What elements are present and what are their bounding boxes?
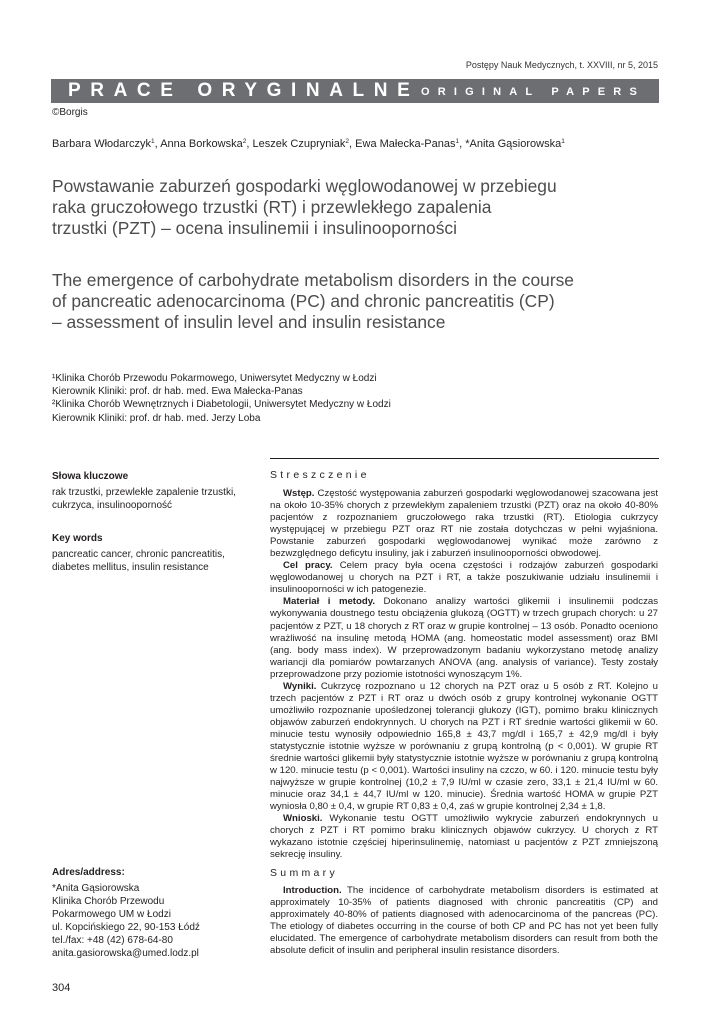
author-list: Barbara Włodarczyk$^1$, Anna Borkowska$^2$, Leszek Czupryniak$^2$, Ewa Małecka-Panas$^1$, *Anita Gąsiorowska$^1$ (52, 138, 565, 150)
affiliation-line: Kierownik Kliniki: prof. dr hab. med. Ewa Małecka-Panas (52, 386, 303, 398)
title-english (52, 270, 682, 333)
abstract-paragraph (270, 681, 658, 814)
title-line: – assessment of insulin level and insulin resistance (52, 312, 446, 332)
section-banner (51, 79, 659, 103)
paragraph-text: Częstość występowania zaburzeń gospodarki węglowodanowej szacowana jest na około 10-35% chorych z przewlekłym zapaleniem trzustki (PZT) oraz na około 40-80% pacjentów z rozpoznaniem gruczołowego raka trzustki (RT). Etiologia cukrzycy występującej w przebiegu PZT oraz RT nie została dotychczas w pełni wyjaśniona. Powstanie zaburzeń gospodarki węglowodanowej wynikać może zarówno z bezwzględnego deficytu insuliny, jak i zaburzeń insulinooporności obwodowej. (270, 488, 658, 560)
author-affiliation-mark: 1 (455, 138, 460, 145)
abstract-paragraph (270, 560, 658, 596)
streszczenie-body (270, 488, 658, 861)
address-line: *Anita Gąsiorowska (52, 883, 140, 894)
author-name: Leszek Czupryniak (252, 138, 346, 150)
affiliations (52, 372, 391, 425)
address-line: ul. Kopcińskiego 22, 90-153 Łódź (52, 922, 200, 933)
affiliation-line: Kierownik Kliniki: prof. dr hab. med. Jerzy Loba (52, 412, 261, 424)
paragraph-label: Cel pracy. (283, 560, 333, 572)
address-line: Klinika Chorób Przewodu (52, 896, 165, 907)
abstract-paragraph (270, 813, 658, 861)
paragraph-label: Wyniki. (283, 680, 317, 692)
keywords-english-text: pancreatic cancer, chronic pancreatitis, diabetes mellitus, insulin resistance (52, 549, 225, 573)
paragraph-label: Introduction. (283, 885, 342, 896)
author-name: *Anita Gąsiorowska (465, 138, 562, 150)
title-line: trzustki (PZT) – ocena insulinemii i insulinooporności (52, 218, 457, 238)
keywords-text: rak trzustki, przewlekłe zapalenie trzustki, cukrzyca, insulinooporność (52, 487, 236, 511)
abstract-paragraph (270, 488, 658, 560)
keywords-block (52, 471, 252, 512)
banner-english-label: ORIGINAL PAPERS (420, 86, 645, 98)
summary-body (270, 885, 658, 957)
address-block (52, 867, 262, 960)
title-line: The emergence of carbohydrate metabolism disorders in the course (52, 270, 574, 290)
paragraph-text: The incidence of carbohydrate metabolism disorders is estimated at approximately 10-35% of patients diagnosed with chronic pancreatitis (CP) and approximately 40-80% of patients diagnosed with adenocarcinoma of the pancreas (PC). The etiology of diabetes occurring in the course of both CP and PC has not yet been fully elucidated. The emergence of carbohydrate metabolism disorders can result from both the absolute deficit of insulin and peripheral insulin resistance disorders. (270, 885, 658, 957)
address-line: tel./fax: +48 (42) 678-64-80 (52, 935, 173, 946)
title-line: raka gruczołowego trzustki (RT) i przewlekłego zapalenia (52, 197, 492, 217)
paragraph-label: Wnioski. (283, 813, 323, 825)
paragraph-text: Celem pracy była ocena częstości i rodzajów zaburzeń gospodarki węglowodanowej u chorych na PZT i RT, a także poszukiwanie udziału insulinemii i insulinooporności w ich patogenezie. (270, 560, 658, 596)
paragraph-text: Wykonanie testu OGTT umożliwiło wykrycie zaburzeń endokrynnych u chorych z PZT i RT pomimo braku klinicznych objawów cukrzycy. U chorych z RT wykazano istotnie częściej hiperinsulinemię, natomiast u pacjentów z PZT zmniejszoną sekrecję insuliny. (270, 813, 658, 861)
author-affiliation-mark: 1 (151, 138, 155, 145)
title-polish (52, 176, 682, 239)
keywords-english-block (52, 533, 252, 574)
affiliation-line: ²Klinika Chorób Wewnętrznych i Diabetologii, Uniwersytet Medyczny w Łodzi (52, 399, 391, 411)
author-name: Barbara Włodarczyk (52, 138, 152, 150)
journal-citation: Postępy Nauk Medycznych, t. XXVIII, nr 5, 2015 (465, 60, 658, 70)
author-name: Anna Borkowska (160, 138, 243, 150)
page-number: 304 (52, 982, 71, 994)
streszczenie-heading: Streszczenie (270, 469, 370, 481)
author-name: Ewa Małecka-Panas (355, 138, 456, 150)
paragraph-text: Cukrzycę rozpoznano u 12 chorych na PZT oraz u 5 osób z RT. Kolejno u trzech pacjentów z PZT i RT oraz u dwóch osób z grupy kontrolnej wykonanie OGTT umożliwiło rozpoznanie upośledzonej tolerancji glukozy (IGT), pomimo braku klinicznych objawów zaburzeń endokrynnych. U chorych na PZT i RT średnie wartości glikemii w 60. minucie testu wynosiły odpowiednio 165,8 ± 43,7 mg/dl i 165,7 ± 42,9 mg/dl i były statystycznie istotnie wyższe w porównaniu z grupą kontrolną (p < 0,001). W grupie RT średnie wartości glikemii były statystycznie istotnie wyższe w porównaniu z grupą kontrolną w 120. minucie testu (p < 0,001). Wartości insuliny na czczo, w 60. i 120. minucie testu były najwyższe w grupie kontrolnej (10,2 ± 7,9 IU/ml w czasie zero, 33,1 ± 21,4 IU/ml w 60. minucie oraz 34,1 ± 44,7 IU/ml w 120. minucie). Średnia wartość HOMA w grupie PZT wyniosła 0,80 ± 0,4, w grupie RT 0,83 ± 0,4, zaś w grupie kontrolnej 2,34 ± 1,8. (270, 680, 658, 813)
author-affiliation-mark: 2 (242, 138, 247, 145)
paragraph-text: Dokonano analizy wartości glikemii i insulinemii podczas wykonywania doustnego testu obciążenia glukozą (OGTT) w trzech grupach chorych: u 27 pacjentów z PZT, u 18 chorych z RT oraz w grupie kontrolnej – 13 osób. Ponadto oceniono wrażliwość na insulinę metodą HOMA (ang. homeostatic model assessment) oraz BMI (ang. body mass index). W przeprowadzonym badaniu wykorzystano metodę analizy wariancji dla pomiarów powtarzanych ANOVA (ang. analysis of variance). Testy zostały przeprowadzone przy poziomie istotności wynoszącym 1%. (270, 596, 658, 680)
copyright-notice: ©Borgis (52, 107, 88, 118)
title-line: of pancreatic adenocarcinoma (PC) and chronic pancreatitis (CP) (52, 291, 555, 311)
keywords-english-heading: Key words (52, 533, 103, 544)
address-lines (52, 882, 262, 960)
paragraph-label: Wstęp. (283, 488, 315, 499)
keywords-heading: Słowa kluczowe (52, 471, 129, 482)
affiliation-line: ¹Klinika Chorób Przewodu Pokarmowego, Uniwersytet Medyczny w Łodzi (52, 373, 377, 384)
banner-polish-label: PRACE ORYGINALNE (68, 80, 420, 101)
abstract-divider (270, 458, 659, 459)
address-line: Pokarmowego UM w Łodzi (52, 909, 171, 920)
title-line: Powstawanie zaburzeń gospodarki węglowodanowej w przebiegu (52, 176, 557, 196)
abstract-paragraph (270, 596, 658, 680)
paragraph-label: Materiał i metody. (283, 596, 376, 608)
author-affiliation-mark: 1 (561, 138, 565, 145)
abstract-paragraph (270, 885, 658, 957)
address-heading: Adres/address: (52, 867, 125, 878)
address-line: anita.gasiorowska@umed.lodz.pl (52, 948, 199, 959)
author-affiliation-mark: 2 (345, 138, 350, 145)
summary-heading: Summary (270, 867, 339, 879)
